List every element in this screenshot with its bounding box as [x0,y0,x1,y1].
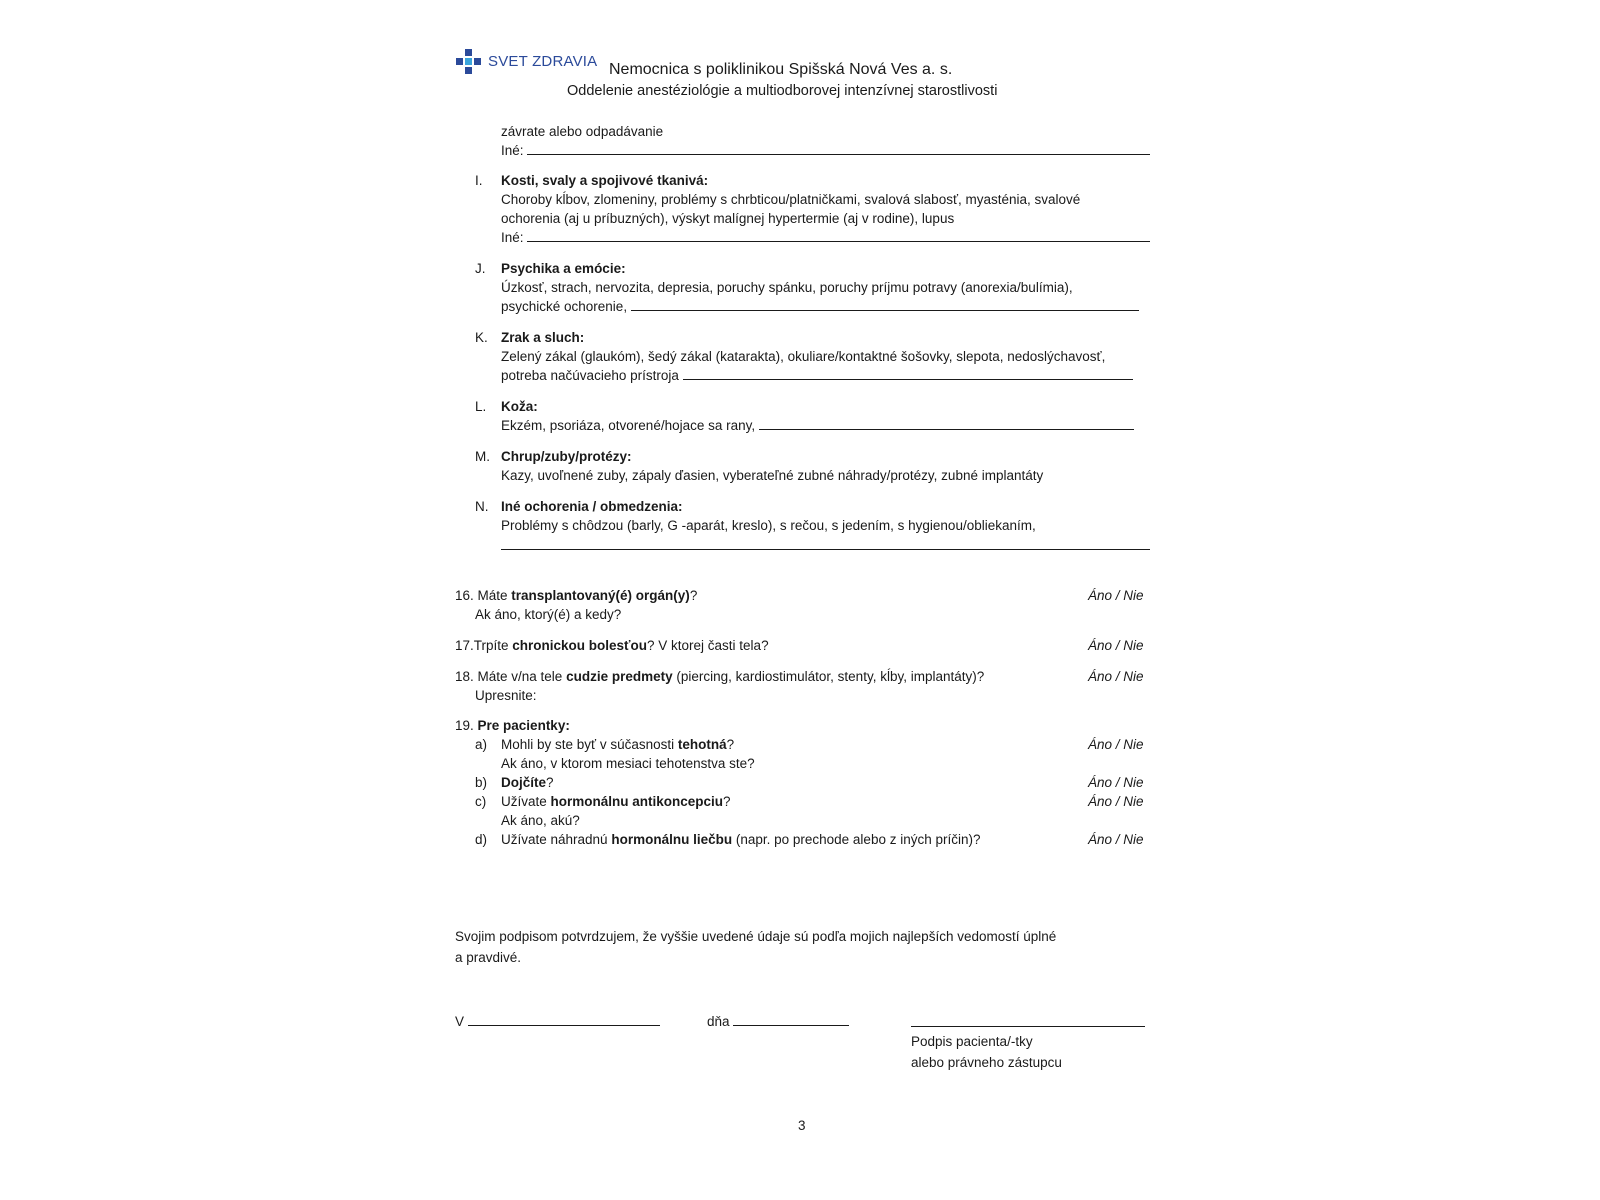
signature-caption: alebo právneho zástupcu [911,1055,1062,1070]
hospital-name: Nemocnica s poliklinikou Spišská Nová Ves a. s. [609,61,953,78]
q18-sub: Upresnite: [475,688,537,703]
section-n-letter: N. [475,499,489,514]
q19a-pre: Mohli by ste byť v súčasnosti [501,737,678,752]
section-l-letter: L. [475,399,487,414]
q19c-letter: c) [475,794,487,809]
q19b-text [501,773,554,792]
date-label: dňa [707,1014,730,1029]
q19a-bold: tehotná [677,737,727,752]
q19d-bold: hormonálnu liečbu [611,832,733,847]
q19-num: 19. [455,718,478,733]
q19a-post: ? [726,737,735,752]
place-fill-line[interactable] [468,1012,660,1026]
section-i-line: Choroby kĺbov, zlomeniny, problémy s chrbticou/platničkami, svalová slabosť, myasténia, svalové [501,192,1081,207]
section-l-fill-row [501,416,1134,435]
place-field [455,1012,660,1031]
section-j-fill-row [501,297,1139,316]
section-i-other-row [501,228,1150,247]
q19c-pre: Užívate [501,794,551,809]
q19a-text [501,735,734,754]
q17-answer[interactable]: Áno / Nie [1088,638,1144,653]
section-n-fill-line[interactable] [501,549,1150,550]
q19b-letter: b) [475,775,488,790]
q19c-post: ? [723,794,731,809]
other-fill-line[interactable] [527,228,1150,242]
q19b-bold: Dojčíte [501,775,547,790]
q17-post: ? V ktorej časti tela? [647,638,769,653]
other-label: Iné: [501,230,524,245]
q16-pre: 16. Máte [455,588,512,603]
other-label: Iné: [501,143,524,158]
section-l-line: Ekzém, psoriáza, otvorené/hojace sa rany, [501,418,756,433]
page-number: 3 [798,1118,806,1133]
place-label: V [455,1014,465,1029]
question-19 [455,716,570,735]
q19d-letter: d) [475,832,488,847]
q18-pre: 18. Máte v/na tele [455,669,567,684]
q19c-text [501,792,731,811]
fill-line[interactable] [631,297,1139,311]
section-k-title: Zrak a sluch: [501,330,585,345]
section-i-title: Kosti, svaly a spojivové tkanivá: [501,173,709,188]
department-name: Oddelenie anestéziológie a multiodborovej intenzívnej starostlivosti [567,83,998,99]
section-l-title: Koža: [501,399,538,414]
section-m-line: Kazy, uvoľnené zuby, zápaly ďasien, vyberateľné zubné náhrady/protézy, zubné implantáty [501,468,1044,483]
logo-text: SVET ZDRAVIA [488,53,598,70]
q17-pre: 17.Trpíte [455,638,513,653]
section-i-line: ochorenia (aj u príbuzných), výskyt malígnej hypertermie (aj v rodine), lupus [501,211,955,226]
q19d-post: (napr. po prechode alebo z iných príčin)? [732,832,981,847]
section-h-other-row [501,141,1150,160]
q19c-answer[interactable]: Áno / Nie [1088,794,1144,809]
q19b-post: ? [546,775,554,790]
section-j-title: Psychika a emócie: [501,261,626,276]
q19d-pre: Užívate náhradnú [501,832,612,847]
q19-bold: Pre pacientky: [477,718,570,733]
declaration-line: a pravdivé. [455,950,522,965]
question-16 [455,586,697,605]
q17-bold: chronickou bolesťou [512,638,648,653]
q19c-bold: hormonálnu antikoncepciu [550,794,724,809]
fill-line[interactable] [683,366,1133,380]
q18-bold: cudzie predmety [566,669,673,684]
q16-answer[interactable]: Áno / Nie [1088,588,1144,603]
date-fill-line[interactable] [733,1012,849,1026]
question-17 [455,636,769,655]
section-m-title: Chrup/zuby/protézy: [501,449,632,464]
q16-bold: transplantovaný(é) orgán(y) [511,588,690,603]
q19a-sub: Ak áno, v ktorom mesiaci tehotenstva ste? [501,756,755,771]
logo [455,48,598,78]
section-n-title: Iné ochorenia / obmedzenia: [501,499,683,514]
q19d-text [501,830,981,849]
section-j-line: Úzkosť, strach, nervozita, depresia, poruchy spánku, poruchy príjmu potravy (anorexia/bulímia), [501,280,1073,295]
section-j-letter: J. [475,261,486,276]
q19d-answer[interactable]: Áno / Nie [1088,832,1144,847]
section-k-letter: K. [475,330,488,345]
section-k-fill-row [501,366,1133,385]
section-k-line: potreba načúvacieho prístroja [501,368,679,383]
section-k-line: Zelený zákal (glaukóm), šedý zákal (katarakta), okuliare/kontaktné šošovky, slepota, nedoslýchavosť, [501,349,1106,364]
fill-line[interactable] [759,416,1134,430]
q19a-letter: a) [475,737,488,752]
other-fill-line[interactable] [527,141,1150,155]
q19c-sub: Ak áno, akú? [501,813,580,828]
q18-post: (piercing, kardiostimulátor, stenty, kĺby, implantáty)? [672,669,985,684]
section-j-line: psychické ochorenie, [501,299,628,314]
declaration-line: Svojim podpisom potvrdzujem, že vyššie uvedené údaje sú podľa mojich najlepších vedomostí úplné [455,929,1057,944]
q16-sub: Ak áno, ktorý(é) a kedy? [475,607,622,622]
section-i-letter: I. [475,173,483,188]
q19b-answer[interactable]: Áno / Nie [1088,775,1144,790]
q18-answer[interactable]: Áno / Nie [1088,669,1144,684]
section-n-line: Problémy s chôdzou (barly, G -aparát, kreslo), s rečou, s jedením, s hygienou/obliekaním, [501,518,1036,533]
q19a-answer[interactable]: Áno / Nie [1088,737,1144,752]
section-m-letter: M. [475,449,490,464]
section-h-tail-text: závrate alebo odpadávanie [501,124,664,139]
cross-logo-icon [455,48,483,76]
signature-fill-line[interactable] [911,1026,1145,1027]
date-field [707,1012,849,1031]
signature-caption: Podpis pacienta/-tky [911,1034,1033,1049]
question-18 [455,667,984,686]
q16-post: ? [689,588,698,603]
